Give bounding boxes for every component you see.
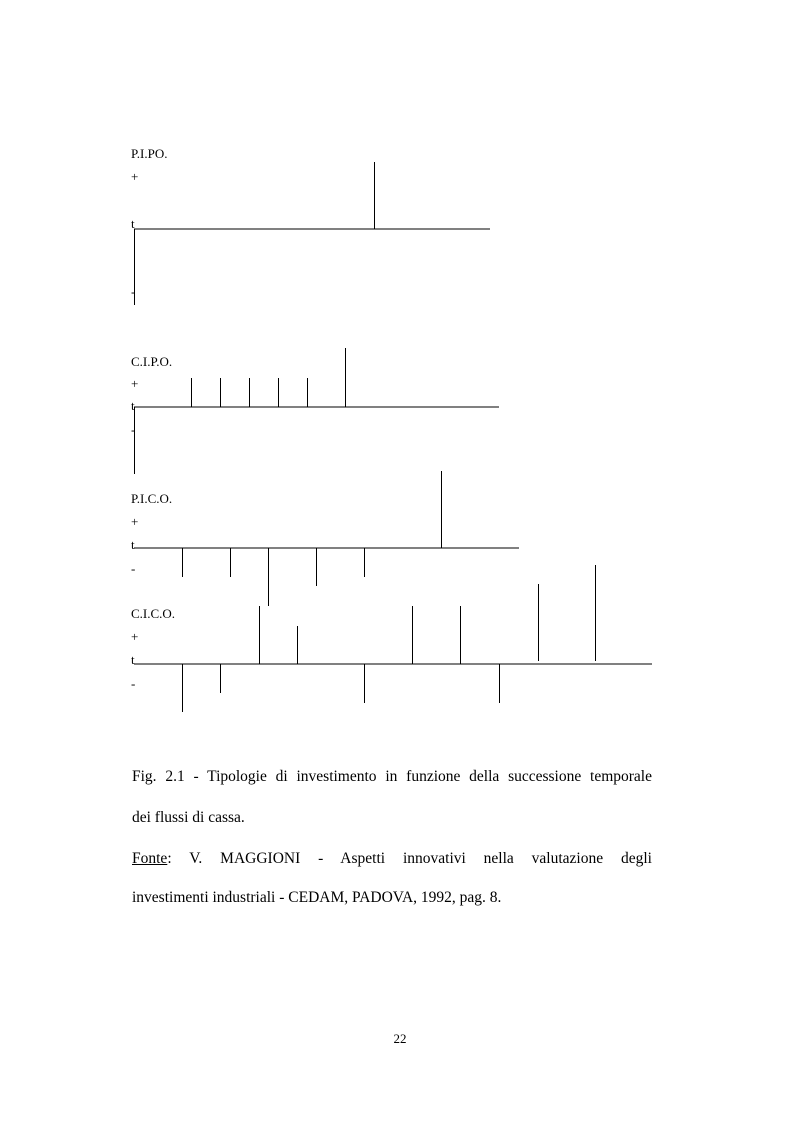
minus-sign: - — [131, 676, 136, 691]
diagram-pico — [131, 471, 519, 606]
figure-caption-line-2: dei flussi di cassa. — [132, 809, 245, 826]
source-text: : V. MAGGIONI - Aspetti innovativi nella valutazione degli — [167, 850, 652, 867]
diagram-title: C.I.C.O. — [131, 606, 176, 621]
diagram-title: P.I.C.O. — [131, 491, 173, 506]
diagram-cipo — [131, 348, 499, 474]
source-line-1 — [132, 849, 652, 869]
plus-sign: + — [131, 169, 139, 184]
diagram-title: P.I.PO. — [131, 146, 168, 161]
plus-sign: + — [131, 514, 139, 529]
page-number: 22 — [393, 1031, 407, 1046]
minus-sign: - — [131, 422, 136, 437]
axis-label-t: t — [131, 216, 135, 231]
minus-sign: - — [131, 284, 136, 299]
plus-sign: + — [131, 629, 139, 644]
source-label: Fonte — [132, 850, 168, 867]
figure-caption-line-1: Fig. 2.1 - Tipologie di investimento in funzione della successione temporale — [132, 768, 652, 785]
plus-sign: + — [131, 376, 139, 391]
axis-label-t: t — [131, 398, 135, 413]
minus-sign: - — [131, 561, 136, 576]
axis-label-t: t — [131, 537, 135, 552]
diagram-cico — [131, 565, 652, 712]
diagram-pipo — [131, 146, 490, 305]
diagram-title: C.I.P.O. — [131, 354, 173, 369]
source-line-2: investimenti industriali - CEDAM, PADOVA, 1992, pag. 8. — [132, 889, 502, 906]
axis-label-t: t — [131, 652, 135, 667]
